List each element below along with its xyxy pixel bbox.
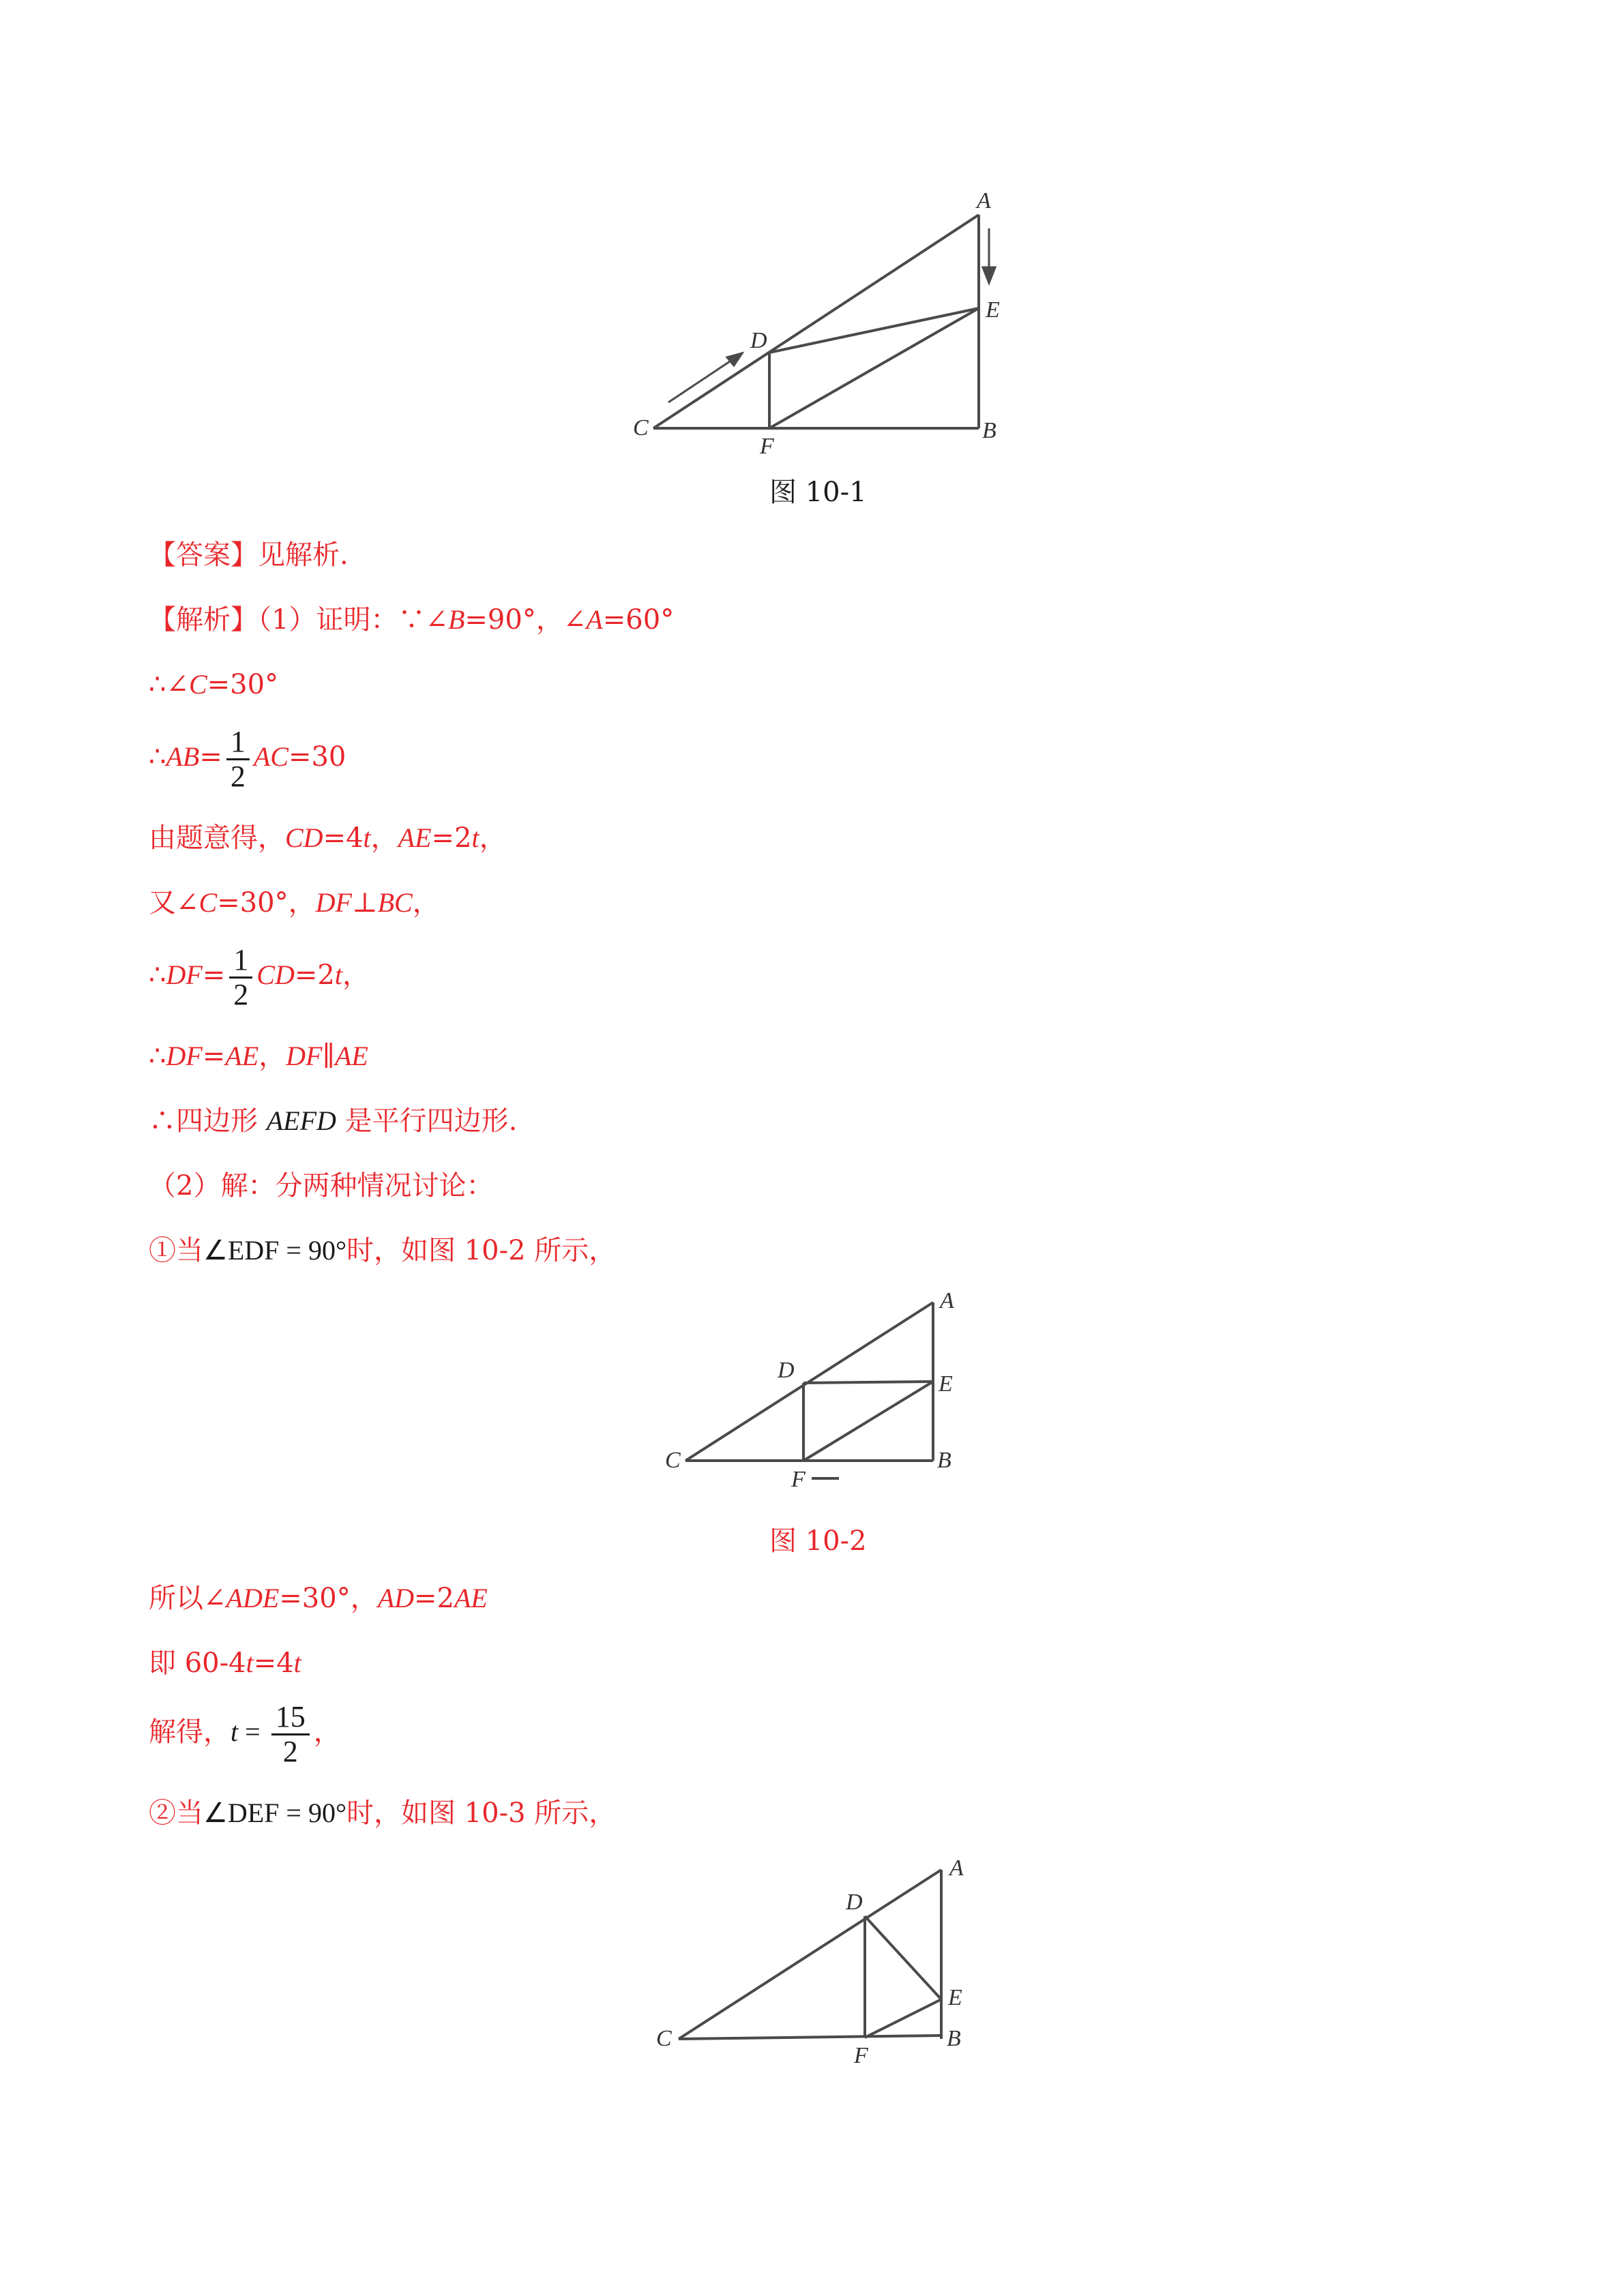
math-var: t — [471, 822, 479, 853]
text-segment: ， — [479, 822, 507, 854]
text-segment: ∴∠ — [149, 669, 189, 700]
text-segment: = — [199, 741, 222, 773]
math-var: DF — [315, 887, 352, 918]
math-var: B — [447, 604, 465, 635]
math-var: DF — [166, 1041, 203, 1071]
math-var: AC — [253, 741, 289, 772]
text-segment: ∴ — [149, 1041, 166, 1072]
text-segment: =30°， — [279, 1583, 378, 1614]
analysis-line-2 — [149, 668, 278, 701]
math-var: t — [231, 1716, 239, 1747]
figure-10-2 — [648, 1282, 975, 1487]
math-var: CD — [285, 822, 323, 853]
figure-10-1 — [614, 184, 1009, 471]
label-f: F — [854, 2043, 868, 2068]
fraction-denominator: 2 — [233, 977, 249, 1011]
text-segment: ， — [370, 822, 398, 854]
analysis-line-12 — [149, 1647, 301, 1680]
math-var: C — [198, 887, 218, 918]
analysis-line-5 — [149, 886, 440, 919]
text-segment: =30 — [288, 741, 346, 773]
text-segment: =30° — [207, 669, 279, 700]
math-var: AE — [454, 1583, 488, 1613]
math-var: C — [188, 669, 207, 700]
math-var: AD — [377, 1583, 415, 1613]
analysis-line-9: （2）解：分两种情况讨论： — [149, 1170, 494, 1202]
text-segment: 由题意得， — [149, 822, 285, 854]
analysis-line-3 — [149, 723, 346, 793]
text-segment: （1）证明：∵∠ — [258, 604, 448, 636]
text-segment: ∴ — [149, 741, 166, 773]
math-var: AB — [166, 741, 200, 772]
label-c: C — [665, 1448, 681, 1473]
text-segment: ， — [412, 887, 440, 919]
fraction-one-half — [229, 944, 252, 1011]
text-segment: 时，如图 10-2 所示， — [346, 1235, 617, 1266]
label-a: A — [949, 1855, 964, 1881]
analysis-line-10 — [149, 1234, 616, 1267]
label-d: D — [750, 328, 767, 353]
fraction-denominator: 2 — [230, 759, 246, 793]
label-f: F — [791, 1467, 806, 1487]
math-var: DF — [166, 959, 203, 990]
math-var: ADE — [226, 1583, 280, 1613]
math-var: CD — [256, 959, 295, 990]
label-e: E — [939, 1371, 953, 1397]
analysis-line-7 — [149, 1040, 368, 1073]
text-segment: 所以∠ — [149, 1583, 226, 1614]
analysis-line-4 — [149, 822, 507, 854]
text-segment: ∥ — [322, 1041, 335, 1072]
text-segment: =2 — [431, 822, 472, 854]
text-segment: 即 60-4 — [149, 1648, 246, 1679]
text-segment: 又∠ — [149, 887, 199, 919]
analysis-line-6 — [149, 941, 370, 1011]
label-e: E — [986, 297, 1000, 323]
math-var: AE — [334, 1041, 368, 1071]
text-segment: =4 — [323, 822, 364, 854]
text-segment: ①当 — [149, 1235, 203, 1266]
text-segment: ②当 — [149, 1798, 203, 1829]
math-var: AE — [225, 1041, 259, 1071]
text-segment: =30°， — [217, 887, 316, 919]
text-segment: ⊥ — [351, 887, 378, 919]
fraction-numerator: 15 — [271, 1701, 310, 1735]
analysis-line-11 — [149, 1582, 488, 1615]
analysis-line-1 — [149, 603, 674, 636]
text-segment: =90°，∠ — [464, 604, 587, 636]
text-segment: = — [202, 959, 226, 991]
label-b: B — [947, 2026, 961, 2051]
fraction-fifteen-halves — [271, 1701, 310, 1768]
math-var: t — [363, 822, 371, 853]
figure-10-3 — [641, 1841, 982, 2073]
math-var: t — [334, 959, 342, 990]
text-segment: ， — [342, 959, 370, 991]
fraction-denominator: 2 — [282, 1734, 298, 1768]
label-f: F — [760, 434, 774, 459]
answer-line — [149, 539, 349, 571]
label-a: A — [977, 188, 991, 213]
label-e: E — [948, 1985, 962, 2010]
text-segment: 是平行四边形. — [336, 1105, 518, 1137]
label-d: D — [846, 1890, 863, 1915]
label-a: A — [940, 1288, 954, 1313]
text-segment: ∴四边形 — [149, 1105, 267, 1137]
analysis-line-8 — [149, 1105, 517, 1137]
fraction-one-half — [226, 726, 250, 793]
math-var: AE — [398, 822, 432, 853]
figure-caption-10-1: 图 10-1 — [769, 477, 867, 508]
text-segment: 解得， — [149, 1716, 231, 1748]
text-segment: = — [202, 1041, 226, 1072]
text-segment: =2 — [294, 959, 335, 991]
analysis-line-13 — [149, 1698, 341, 1768]
answer-text: 见解析. — [258, 539, 349, 571]
text-segment: =4 — [253, 1648, 294, 1679]
arrow-down-icon — [983, 228, 995, 283]
math-var: A — [586, 604, 603, 635]
label-b: B — [982, 418, 996, 443]
analysis-line-14 — [149, 1797, 616, 1830]
figure-caption-10-2: 图 10-2 — [769, 1525, 867, 1557]
math-var: AEFD — [266, 1105, 336, 1136]
label-b: B — [937, 1448, 951, 1473]
label-c: C — [633, 415, 649, 441]
label-c: C — [656, 2026, 672, 2051]
answer-tag: 【答案】 — [149, 539, 258, 571]
fraction-numerator: 1 — [229, 944, 252, 979]
text-segment: = — [238, 1716, 267, 1747]
label-d: D — [778, 1358, 795, 1383]
analysis-tag: 【解析】 — [149, 604, 258, 636]
math-expression: ∠DEF = 90° — [203, 1798, 346, 1828]
math-var: BC — [377, 887, 413, 918]
text-segment: =60° — [602, 604, 675, 636]
text-segment: =2 — [414, 1583, 454, 1614]
text-segment: ∴ — [149, 959, 166, 991]
math-var: t — [293, 1648, 301, 1678]
fraction-numerator: 1 — [226, 726, 250, 760]
text-segment: ， — [259, 1041, 286, 1072]
text-segment: ， — [313, 1716, 341, 1748]
math-var: DF — [286, 1041, 323, 1071]
math-var: t — [246, 1648, 254, 1678]
math-expression: ∠EDF = 90° — [203, 1235, 346, 1266]
text-segment: 时，如图 10-3 所示， — [346, 1798, 617, 1829]
